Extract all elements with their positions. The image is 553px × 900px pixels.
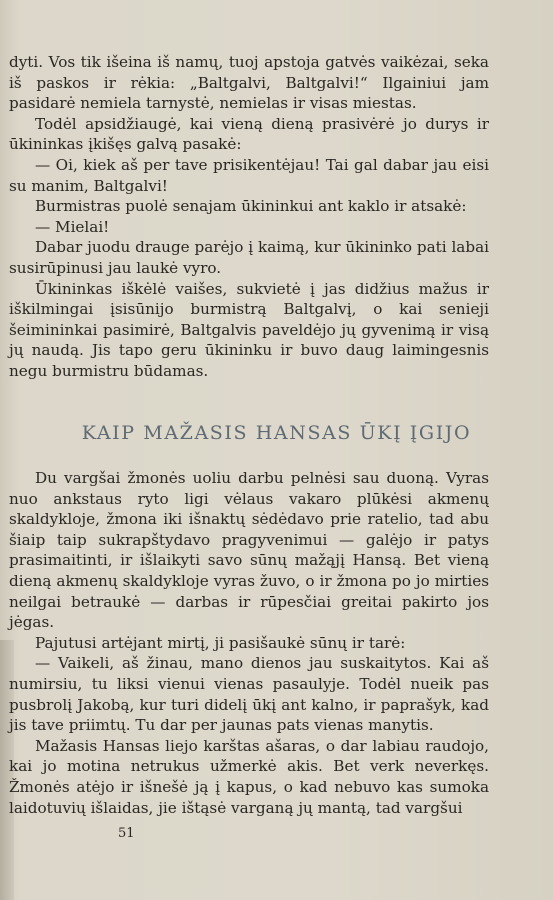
story-title: KAIP MAŽASIS HANSAS ŪKĮ ĮGIJO — [81, 422, 472, 444]
paragraph: Du vargšai žmonės uoliu darbu pelnėsi sau duoną. Vyras nuo ankstaus ryto ligi vėlaus vakaro plūkėsi akmenų skaldykloje, žmona iki išnaktų sėdėdavo prie ratelio, tad abu šiaip taip sukrapštydavo pragyvenimui — galėjo ir patys prasimaitinti, ir išlaikyti savo sūnų mažąjį Hansą. Bet vieną dieną akmenų skaldykloje vyras žuvo, o ir žmona po jo mirties neilgai betraukė — darbas ir rūpesčiai greitai pakirto jos jėgas. — [9, 469, 489, 632]
paragraph: dyti. Vos tik išeina iš namų, tuoj apstoja gatvės vaikėzai, seka iš paskos ir rėkia: „Baltgalvi, Baltgalvi!“ Ilgainiui jam pasidarė nemiela tarnystė, nemielas ir visas miestas. — [9, 53, 489, 113]
paragraph: Burmistras puolė senajam ūkininkui ant kaklo ir atsakė: — [35, 197, 467, 216]
paragraph: — Mielai! — [35, 217, 110, 236]
paragraph: Pajutusi artėjant mirtį, ji pasišaukė sūnų ir tarė: — [35, 633, 406, 652]
section-previous-story — [9, 52, 489, 382]
paragraph: Dabar juodu drauge parėjo į kaimą, kur ūkininko pati labai susirūpinusi jau laukė vyro. — [9, 238, 489, 277]
paragraph: — Oi, kiek aš per tave prisikentėjau! Tai gal dabar jau eisi su manim, Baltgalvi! — [9, 155, 489, 195]
section-story — [9, 468, 489, 818]
page-number: 51 — [118, 826, 135, 841]
paragraph: — Vaikeli, aš žinau, mano dienos jau suskaitytos. Kai aš numirsiu, tu liksi vienui vienas pasaulyje. Todėl nueik pas pusbrolį Jakobą, kur turi didelį ūkį ant kalno, ir paprašyk, kad jis tave priimtų. Tu dar per jaunas pats vienas manytis. — [9, 654, 489, 735]
paragraph: Todėl apsidžiaugė, kai vieną dieną prasivėrė jo durys ir ūkininkas įkišęs galvą pasakė: — [9, 114, 489, 154]
paragraph: Ūkininkas iškėlė vaišes, sukvietė į jas didžius mažus ir iškilmingai įsisūnijo burmistrą Baltgalvį, o kai senieji šeimininkai pasimirė, Baltgalvis paveldėjo jų gyvenimą ir visą jų naudą. Jis tapo geru ūkininku ir buvo daug laimingesnis negu burmistru būdamas. — [9, 279, 489, 380]
paragraph: Mažasis Hansas liejo karštas ašaras, o dar labiau raudojo, kai jo motina netrukus užmerkė akis. Bet verk neverkęs. Žmonės atėjo ir išnešė ją į kapus, o kad nebuvo kas sumoka laidotuvių išlaidas, jie ištąsė varganą jų mantą, tad vargšui — [9, 736, 489, 817]
